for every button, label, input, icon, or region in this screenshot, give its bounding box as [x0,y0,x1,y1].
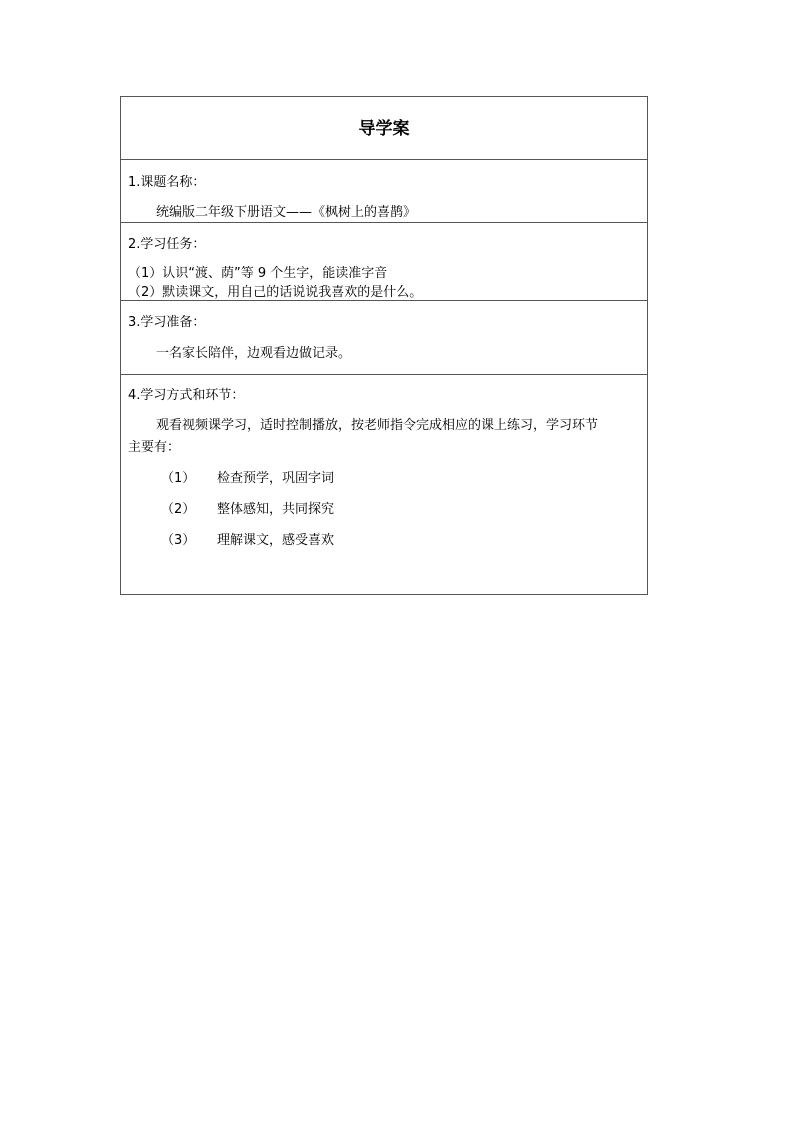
task-item: （2）默读课文，用自己的话说说我喜欢的是什么。 [128,285,423,300]
preparation-section [121,301,647,375]
topic-heading: 1.课题名称： [128,175,206,190]
title-row [121,97,647,160]
methods-intro-continued: 主要有： [128,440,181,455]
methods-section [121,375,647,594]
task-item: （1）认识“渡、荫”等 9 个生字，能读准字音 [128,266,388,281]
topic-section [121,160,647,223]
step-text: 理解课文，感受喜欢 [217,533,335,548]
tasks-heading: 2.学习任务： [128,237,206,252]
study-guide-table [120,96,648,595]
step-text: 整体感知，共同探究 [217,502,335,517]
step-number: （3） [161,533,196,548]
topic-content: 统编版二年级下册语文——《枫树上的喜鹊》 [156,205,417,220]
tasks-section [121,223,647,301]
methods-heading: 4.学习方式和环节： [128,388,245,403]
document-title: 导学案 [358,119,410,139]
step-number: （2） [161,502,196,517]
step-text: 检查预学，巩固字词 [217,471,335,486]
preparation-heading: 3.学习准备： [128,315,206,330]
step-number: （1） [161,471,196,486]
methods-intro: 观看视频课学习，适时控制播放，按老师指令完成相应的课上练习，学习环节 [156,418,599,433]
preparation-content: 一名家长陪伴，边观看边做记录。 [156,346,352,361]
